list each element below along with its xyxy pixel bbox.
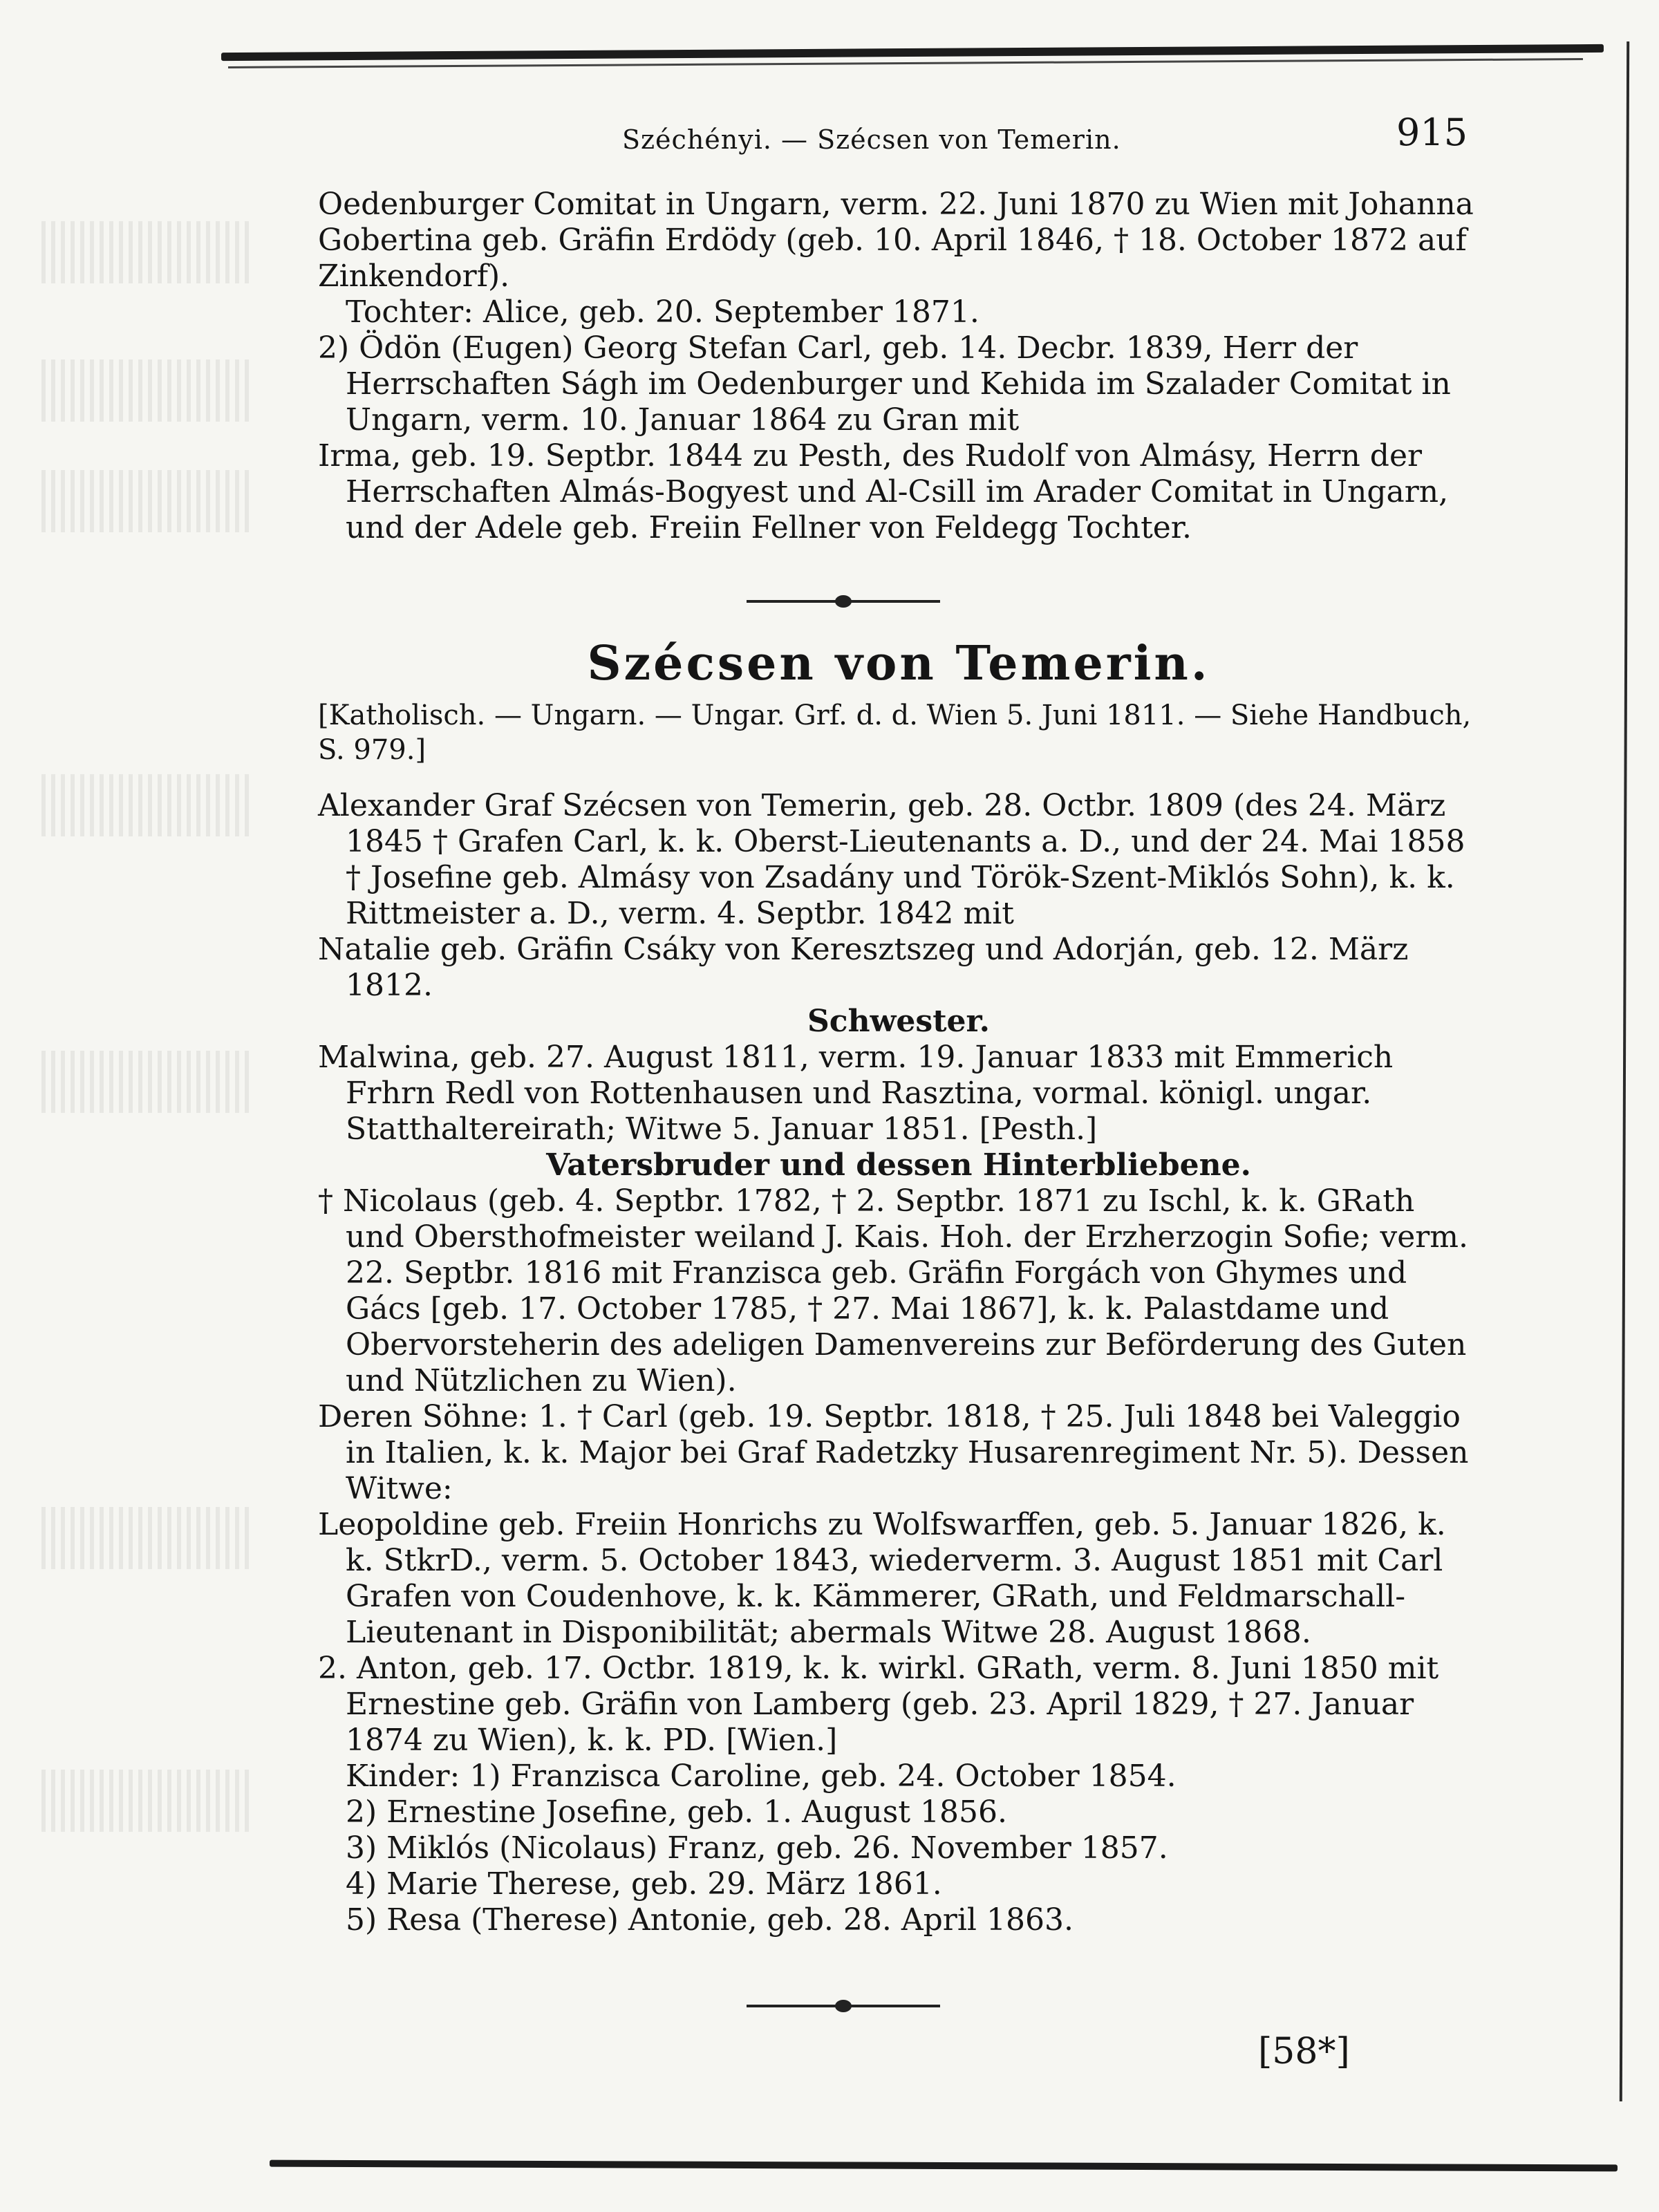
bleed-through-mark <box>41 470 249 532</box>
section-note: [Katholisch. — Ungarn. — Ungar. Grf. d. d. Wien 5. Juni 1811. — Siehe Handbuch, S. 979.] <box>318 700 1472 766</box>
subheading: Vatersbruder und dessen Hinterbliebene. <box>546 1147 1251 1183</box>
paragraph: Kinder: 1) Franzisca Caroline, geb. 24. October 1854. <box>346 1759 1177 1794</box>
paragraph: Tochter: Alice, geb. 20. September 1871. <box>346 294 980 330</box>
ornamental-divider <box>747 1998 940 2014</box>
paragraph: Irma, geb. 19. Septbr. 1844 zu Pesth, des Rudolf von Almásy, Herrn der Herrschaften Almás-Bogyest und Al-Csill im Arader Comitat in Ungarn, und der Adele geb. Freiin Fellner von Feldegg Tochter. <box>318 438 1449 545</box>
paragraph: Natalie geb. Gräfin Csáky von Keresztszeg und Adorján, geb. 12. März 1812. <box>318 932 1409 1003</box>
list-item: 3) Miklós (Nicolaus) Franz, geb. 26. November 1857. <box>346 1830 1168 1866</box>
signature-mark: [58*] <box>1258 2031 1350 2072</box>
divider-ornament <box>835 595 852 608</box>
paragraph: 2. Anton, geb. 17. Octbr. 1819, k. k. wirkl. GRath, verm. 8. Juni 1850 mit Ernestine geb. Gräfin von Lamberg (geb. 23. April 1829, † 27. Januar 1874 zu Wien), k. k. PD. [Wien.] <box>318 1651 1439 1758</box>
top-text-block <box>318 187 1479 546</box>
list-item: 4) Marie Therese, geb. 29. März 1861. <box>346 1866 942 1902</box>
bleed-through-mark <box>41 1051 249 1113</box>
bleed-through-mark <box>41 1507 249 1569</box>
paragraph: Leopoldine geb. Freiin Honrichs zu Wolfswarffen, geb. 5. Januar 1826, k. k. StkrD., verm. 5. October 1843, wiederverm. 3. August 1851 mit Carl Grafen von Coudenhove, k. k. Kämmerer, GRath, und Feldmarschall-Lieutenant in Disponibilität; abermals Witwe 28. August 1868. <box>318 1507 1446 1650</box>
paragraph: Alexander Graf Szécsen von Temerin, geb. 28. Octbr. 1809 (des 24. März 1845 † Grafen Carl, k. k. Oberst-Lieutenants a. D., und der 24. Mai 1858 † Josefine geb. Almásy von Zsadány und Török-Szent-Miklós Sohn), k. k. Rittmeister a. D., verm. 4. Septbr. 1842 mit <box>318 788 1465 931</box>
bleed-through-mark <box>41 1770 249 1832</box>
paragraph: Oedenburger Comitat in Ungarn, verm. 22. Juni 1870 zu Wien mit Johanna Gobertina geb. Gräfin Erdödy (geb. 10. April 1846, † 18. October 1872 auf Zinkendorf). <box>318 187 1474 294</box>
bleed-through-mark <box>41 221 249 283</box>
ornamental-divider <box>747 593 940 610</box>
paragraph: † Nicolaus (geb. 4. Septbr. 1782, † 2. Septbr. 1871 zu Ischl, k. k. GRath und Obersthofmeister weiland J. Kais. Hoh. der Erzherzogin Sofie; verm. 22. Septbr. 1816 mit Franzisca geb. Gräfin Forgách von Ghymes und Gács [geb. 17. October 1785, † 27. Mai 1867], k. k. Palastdame und Obervorsteherin des adeligen Damenvereins zur Beförderung des Guten und Nützlichen zu Wien). <box>318 1183 1469 1398</box>
bottom-rule <box>270 2160 1618 2172</box>
bleed-through-mark <box>41 359 249 422</box>
main-text-block <box>318 788 1479 1938</box>
divider-ornament <box>835 2000 852 2012</box>
right-edge-rule <box>1620 41 1629 2101</box>
paragraph: 2) Ödön (Eugen) Georg Stefan Carl, geb. 14. Decbr. 1839, Herr der Herrschaften Ságh im Oedenburger und Kehida im Szalader Comitat in Ungarn, verm. 10. Januar 1864 zu Gran mit <box>318 330 1451 438</box>
running-header: Széchényi. — Szécsen von Temerin. <box>622 124 1121 155</box>
section-title: Szécsen von Temerin. <box>587 636 1210 691</box>
subheading: Schwester. <box>807 1004 990 1039</box>
list-item: 5) Resa (Therese) Antonie, geb. 28. April 1863. <box>346 1902 1074 1938</box>
paragraph: Deren Söhne: 1. † Carl (geb. 19. Septbr. 1818, † 25. Juli 1848 bei Valeggio in Italien, k. k. Major bei Graf Radetzky Husarenregiment Nr. 5). Dessen Witwe: <box>318 1399 1469 1506</box>
paragraph: Malwina, geb. 27. August 1811, verm. 19. Januar 1833 mit Emmerich Frhrn Redl von Rottenhausen und Rasztina, vormal. königl. ungar. Statthaltereirath; Witwe 5. Januar 1851. [Pesth.] <box>318 1040 1394 1147</box>
top-rule <box>221 44 1604 61</box>
list-item: 2) Ernestine Josefine, geb. 1. August 1856. <box>346 1794 1007 1830</box>
page-number: 915 <box>1396 111 1468 154</box>
bleed-through-mark <box>41 774 249 836</box>
